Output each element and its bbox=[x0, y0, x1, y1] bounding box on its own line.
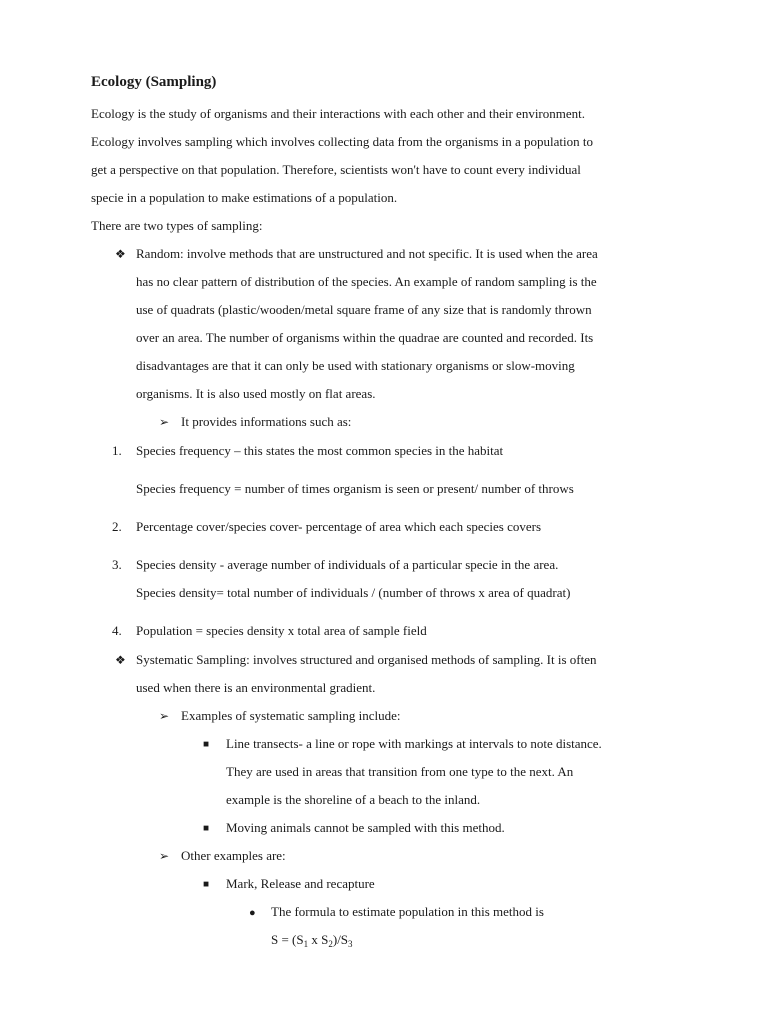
list-number-1: 1. bbox=[112, 443, 122, 458]
list-item-percentage-cover: Percentage cover/species cover- percentage of area which each species covers bbox=[136, 519, 542, 534]
square-bullet-icon: ■ bbox=[203, 879, 210, 890]
intro-line-5: There are two types of sampling: bbox=[91, 218, 263, 233]
square-bullet-icon: ■ bbox=[203, 823, 210, 834]
mark-release-recapture: Mark, Release and recapture bbox=[226, 876, 375, 891]
random-line-4: over an area. The number of organisms within the quadrae are counted and recorded. Its bbox=[136, 330, 594, 345]
random-line-2: has no clear pattern of distribution of the species. An example of random sampling is the bbox=[136, 274, 597, 289]
dot-bullet-icon: ● bbox=[249, 907, 256, 919]
diamond-bullet-icon: ❖ bbox=[115, 247, 126, 261]
systematic-examples-intro: Examples of systematic sampling include: bbox=[181, 708, 401, 723]
systematic-line-2: used when there is an environmental gradient. bbox=[136, 680, 376, 695]
list-item-population: Population = species density x total area of sample field bbox=[136, 623, 427, 638]
random-line-5: disadvantages are that it can only be used with stationary organisms or slow-moving bbox=[136, 358, 575, 373]
arrow-bullet-icon: ➢ bbox=[159, 849, 170, 863]
intro-line-4: specie in a population to make estimations of a population. bbox=[91, 190, 398, 205]
arrow-bullet-icon: ➢ bbox=[159, 709, 170, 723]
line-transects-line-1: Line transects- a line or rope with markings at intervals to note distance. bbox=[226, 736, 602, 751]
line-transects-line-3: example is the shoreline of a beach to the inland. bbox=[226, 792, 481, 807]
list-number-3: 3. bbox=[112, 557, 122, 572]
intro-line-2: Ecology involves sampling which involves collecting data from the organisms in a population to bbox=[91, 134, 593, 149]
line-transects-line-2: They are used in areas that transition from one type to the next. An bbox=[226, 764, 574, 779]
species-frequency-formula: Species frequency = number of times organism is seen or present/ number of throws bbox=[136, 481, 574, 496]
moving-animals-note: Moving animals cannot be sampled with this method. bbox=[226, 820, 505, 835]
species-density-formula: Species density= total number of individuals / (number of throws x area of quadrat) bbox=[136, 585, 571, 600]
random-provides: It provides informations such as: bbox=[181, 414, 352, 429]
list-number-2: 2. bbox=[112, 519, 122, 534]
arrow-bullet-icon: ➢ bbox=[159, 415, 170, 429]
random-line-3: use of quadrats (plastic/wooden/metal square frame of any size that is randomly thrown bbox=[136, 302, 592, 317]
population-formula: $S = (S_1$ x $S_2)/S_3$ bbox=[271, 932, 353, 949]
list-item-species-frequency: Species frequency – this states the most common species in the habitat bbox=[136, 443, 504, 458]
other-examples-intro: Other examples are: bbox=[181, 848, 286, 863]
page-title: Ecology (Sampling) bbox=[91, 74, 217, 90]
formula-intro: The formula to estimate population in this method is bbox=[271, 904, 544, 919]
intro-line-3: get a perspective on that population. Therefore, scientists won't have to count every individual bbox=[91, 162, 581, 177]
systematic-line-1: Systematic Sampling: involves structured and organised methods of sampling. It is often bbox=[136, 652, 597, 667]
square-bullet-icon: ■ bbox=[203, 739, 210, 750]
list-item-species-density: Species density - average number of individuals of a particular specie in the area. bbox=[136, 557, 559, 572]
diamond-bullet-icon: ❖ bbox=[115, 653, 126, 667]
list-number-4: 4. bbox=[112, 623, 122, 638]
random-line-1: Random: involve methods that are unstructured and not specific. It is used when the area bbox=[136, 246, 598, 261]
intro-line-1: Ecology is the study of organisms and their interactions with each other and their environment. bbox=[91, 106, 585, 121]
random-line-6: organisms. It is also used mostly on flat areas. bbox=[136, 386, 376, 401]
